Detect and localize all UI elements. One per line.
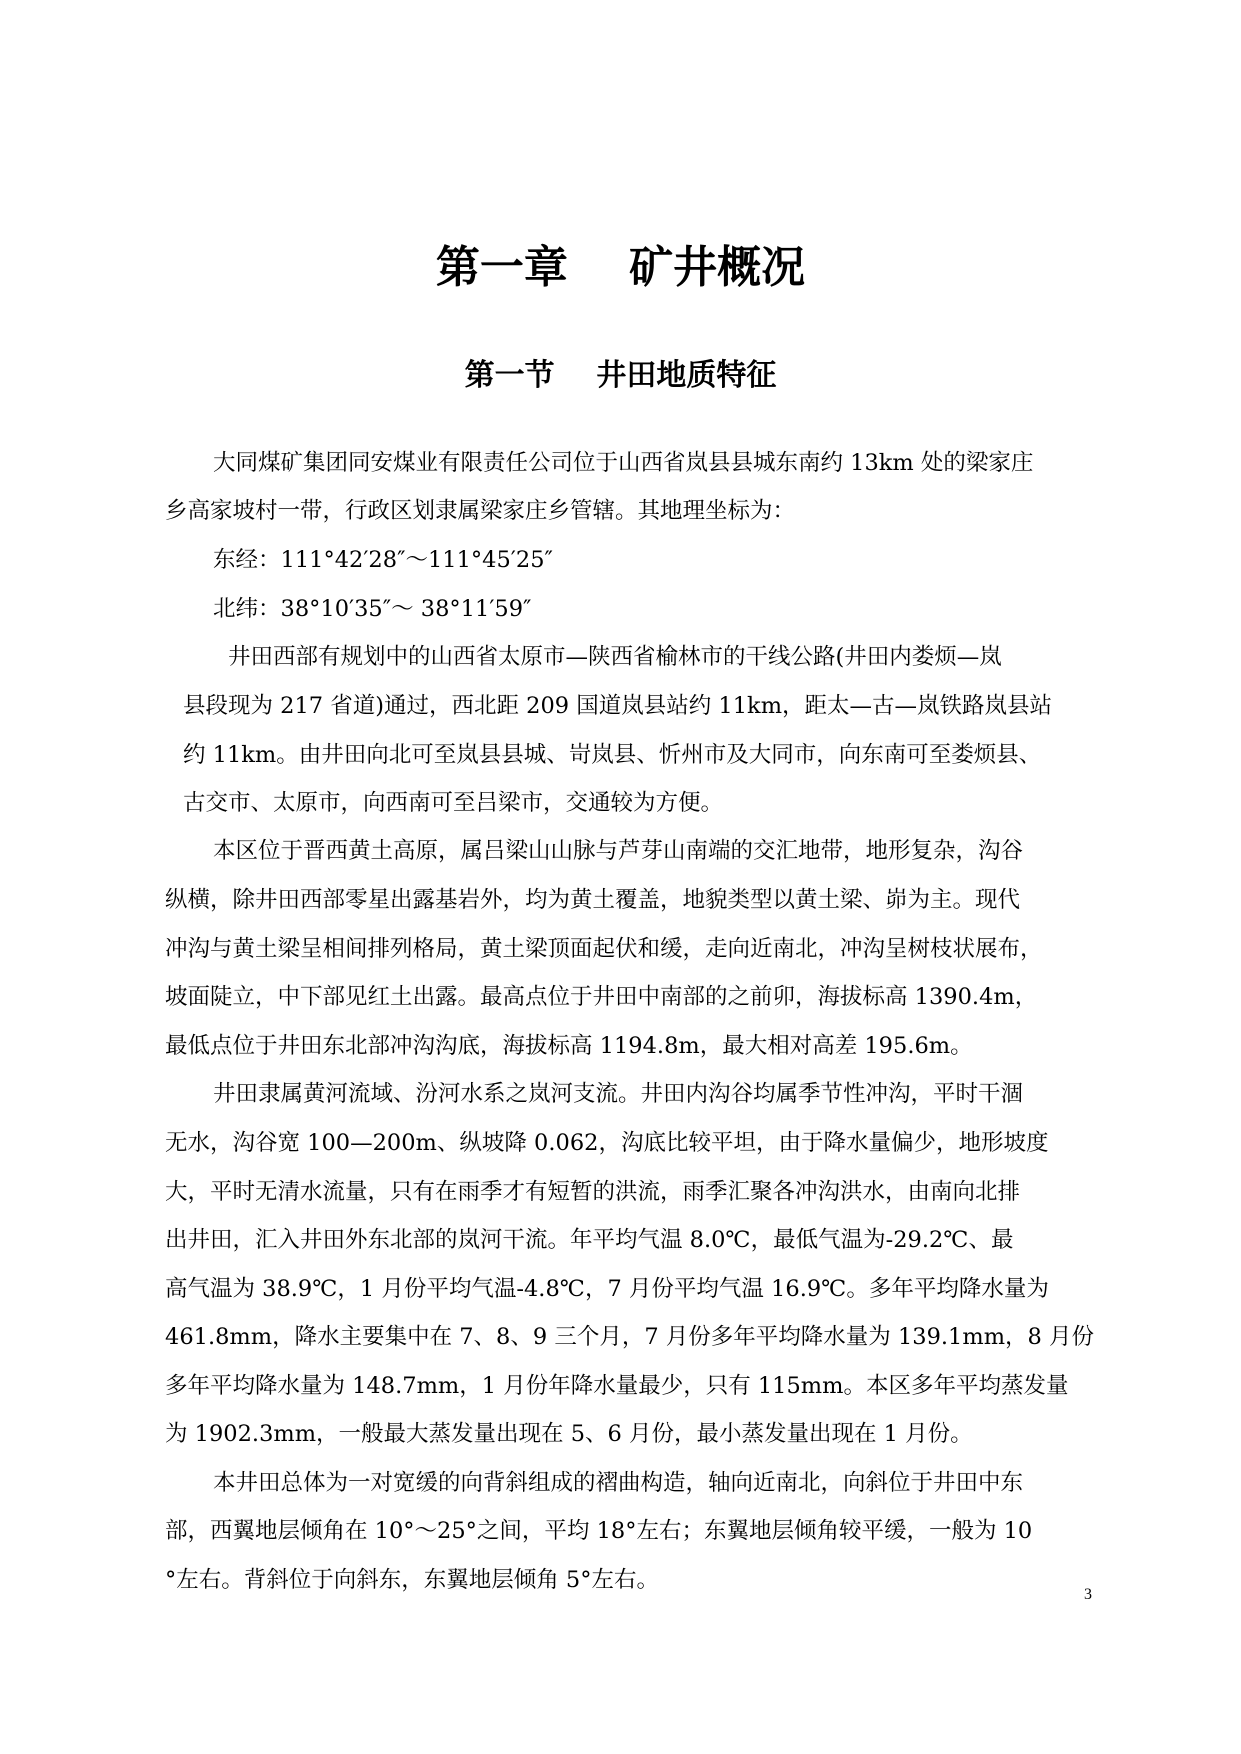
paragraph-line: 本区位于晋西黄土高原，属吕梁山山脉与芦芽山南端的交汇地带，地形复杂，沟谷 bbox=[213, 838, 1024, 864]
paragraph-line: 本井田总体为一对宽缓的向背斜组成的褶曲构造，轴向近南北，向斜位于井田中东 bbox=[213, 1470, 1024, 1496]
paragraph-line: 坡面陡立，中下部见红土出露。最高点位于井田中南部的之前卯，海拔标高 1390.4m， bbox=[165, 984, 1038, 1010]
paragraph-line: 高气温为 38.9℃，1 月份平均气温-4.8℃，7 月份平均气温 16.9℃。多年平均降水量为 bbox=[165, 1276, 1049, 1302]
page-number: 3 bbox=[1084, 1586, 1092, 1603]
paragraph-line: °左右。背斜位于向斜东，东翼地层倾角 5°左右。 bbox=[165, 1567, 659, 1593]
paragraph-line: 县段现为 217 省道)通过，西北距 209 国道岚县站约 11km，距太—古—岚铁路岚县站 bbox=[183, 693, 1053, 719]
paragraph-line: 井田西部有规划中的山西省太原市—陕西省榆林市的干线公路(井田内娄烦—岚 bbox=[228, 644, 1002, 670]
paragraph-line: 部，西翼地层倾角在 10°～25°之间，平均 18°左右；东翼地层倾角较平缓，一般为 10 bbox=[165, 1518, 1033, 1544]
paragraph-line: 多年平均降水量为 148.7mm，1 月份年降水量最少，只有 115mm。本区多年平均蒸发量 bbox=[165, 1373, 1069, 1399]
coordinate-east: 东经：111°42′28″～111°45′25″ bbox=[213, 547, 553, 573]
paragraph-line: 乡高家坡村一带，行政区划隶属梁家庄乡管辖。其地理坐标为： bbox=[165, 498, 796, 524]
paragraph-line: 大，平时无清水流量，只有在雨季才有短暂的洪流，雨季汇聚各冲沟洪水，由南向北排 bbox=[165, 1179, 1021, 1205]
paragraph-line: 井田隶属黄河流域、汾河水系之岚河支流。井田内沟谷均属季节性冲沟，平时干涸 bbox=[213, 1081, 1024, 1107]
paragraph-line: 461.8mm，降水主要集中在 7、8、9 三个月，7 月份多年平均降水量为 139.1mm，8 月份 bbox=[165, 1324, 1095, 1350]
section-title: 第一节 井田地质特征 bbox=[464, 358, 777, 393]
paragraph-line: 最低点位于井田东北部冲沟沟底，海拔标高 1194.8m，最大相对高差 195.6m。 bbox=[165, 1033, 973, 1059]
paragraph-line: 为 1902.3mm，一般最大蒸发量出现在 5、6 月份，最小蒸发量出现在 1 月份。 bbox=[165, 1421, 973, 1447]
paragraph-line: 冲沟与黄土梁呈相间排列格局，黄土梁顶面起伏和缓，走向近南北，冲沟呈树枝状展布， bbox=[165, 936, 1043, 962]
paragraph-line: 大同煤矿集团同安煤业有限责任公司位于山西省岚县县城东南约 13km 处的梁家庄 bbox=[213, 450, 1034, 476]
paragraph-line: 约 11km。由井田向北可至岚县县城、岢岚县、忻州市及大同市，向东南可至娄烦县、 bbox=[183, 742, 1042, 768]
paragraph-line: 纵横，除井田西部零星出露基岩外，均为黄土覆盖，地貌类型以黄土梁、峁为主。现代 bbox=[165, 887, 1021, 913]
coordinate-north: 北纬：38°10′35″～ 38°11′59″ bbox=[213, 596, 532, 622]
paragraph-line: 古交市、太原市，向西南可至吕梁市，交通较为方便。 bbox=[183, 790, 724, 816]
paragraph-line: 无水，沟谷宽 100—200m、纵坡降 0.062，沟底比较平坦，由于降水量偏少，地形坡度 bbox=[165, 1130, 1049, 1156]
paragraph-line: 出井田，汇入井田外东北部的岚河干流。年平均气温 8.0℃，最低气温为-29.2℃、最 bbox=[165, 1227, 1014, 1253]
chapter-title: 第一章 矿井概况 bbox=[435, 242, 806, 293]
